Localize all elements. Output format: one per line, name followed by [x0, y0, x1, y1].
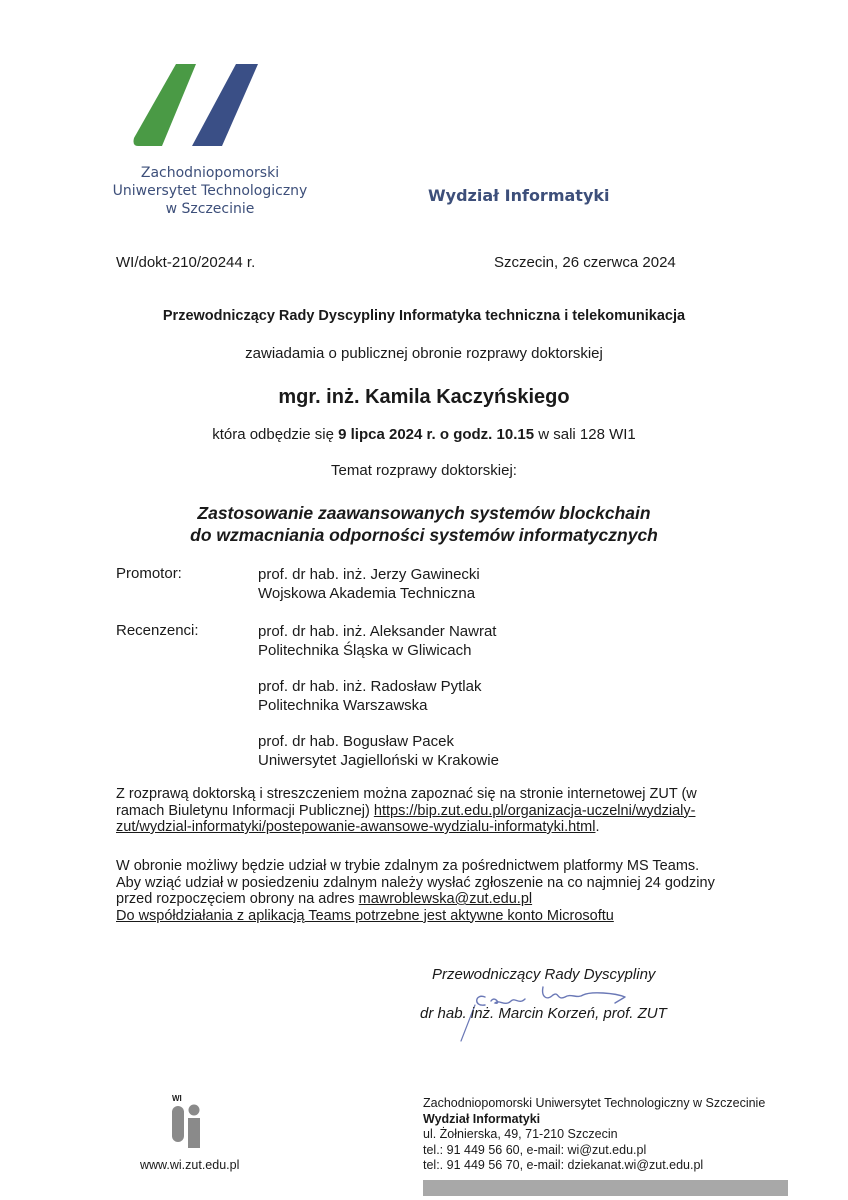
dissertation-access-info — [116, 786, 746, 836]
reviewer — [258, 677, 481, 715]
university-name-line: Uniwersytet Technologiczny — [112, 183, 308, 199]
faculty-website[interactable]: www.wi.zut.edu.pl — [140, 1158, 240, 1172]
reviewers-label: Recenzenci: — [116, 622, 199, 639]
faculty-name: Wydział Informatyki — [428, 186, 610, 205]
topic-line: do wzmacniania odporności systemów informatycznych — [190, 525, 658, 545]
document-date: Szczecin, 26 czerwca 2024 — [494, 254, 676, 271]
footer-line: Wydział Informatyki — [423, 1111, 541, 1126]
topic-label: Temat rozprawy doktorskiej: — [331, 462, 517, 479]
signature-title: Przewodniczący Rady Dyscypliny — [432, 966, 656, 983]
university-name — [60, 164, 360, 218]
candidate-name: mgr. inż. Kamila Kaczyńskiego — [278, 386, 570, 408]
university-logo — [130, 60, 260, 150]
university-name-line: Zachodniopomorski — [140, 165, 280, 181]
wi-logo — [172, 1104, 206, 1150]
person-affiliation: Politechnika Śląska w Gliwicach — [258, 642, 472, 659]
reference-number: WI/dokt-210/20244 r. — [116, 254, 256, 271]
paragraph-line: Do współdziałania z aplikacją Teams potrzebne jest aktywne konto Microsoftu — [116, 907, 614, 924]
person-name: prof. dr hab. inż. Radosław Pytlak — [258, 678, 482, 695]
reviewer — [258, 732, 499, 770]
footer-line: Zachodniopomorski Uniwersytet Technologiczny w Szczecinie — [423, 1096, 766, 1110]
footer-divider-bar — [423, 1180, 788, 1196]
notification-text: zawiadamia o publicznej obronie rozprawy doktorskiej — [245, 345, 603, 362]
paragraph-line — [116, 891, 746, 908]
defense-date-pre: która odbędzie się — [212, 426, 339, 443]
footer-line: tel.: 91 449 56 60, e-mail: wi@zut.edu.pl — [423, 1142, 647, 1157]
person-affiliation: Politechnika Warszawska — [258, 697, 428, 714]
email-link[interactable]: mawroblewska@zut.edu.pl — [358, 891, 533, 907]
person-affiliation: Wojskowa Akademia Techniczna — [258, 585, 476, 602]
university-name-line: w Szczecinie — [165, 201, 255, 217]
paragraph-line: Z rozprawą doktorską i streszczeniem można zapoznać się na stronie internetowej ZUT (w — [116, 786, 697, 802]
bip-link[interactable]: https://bip.zut.edu.pl/organizacja-uczelni/wydzialy- — [373, 802, 696, 819]
footer-line: tel:. 91 449 56 70, e-mail: dziekanat.wi@zut.edu.pl — [423, 1158, 704, 1172]
paragraph-end: . — [595, 819, 600, 835]
paragraph-text: przed rozpoczęciem obrony na adres — [116, 891, 359, 907]
promotor-label: Promotor: — [116, 565, 182, 582]
person-name: prof. dr hab. inż. Jerzy Gawinecki — [258, 566, 480, 583]
defense-date-time: 9 lipca 2024 r. o godz. 10.15 — [338, 426, 535, 443]
person-affiliation: Uniwersytet Jagielloński w Krakowie — [258, 752, 499, 769]
promotor — [258, 565, 480, 603]
signatory-name: dr hab. inż. Marcin Korzeń, prof. ZUT — [420, 1005, 667, 1022]
paragraph-line: W obronie możliwy będzie udział w trybie zdalnym za pośrednictwem platformy MS Teams. — [116, 858, 700, 874]
remote-participation-info — [116, 858, 746, 924]
chair-heading: Przewodniczący Rady Dyscypliny Informatyka techniczna i telekomunikacja — [162, 308, 686, 324]
paragraph-text: ramach Biuletynu Informacji Publicznej) — [116, 802, 374, 819]
footer-address — [423, 1096, 765, 1174]
defense-date — [0, 426, 848, 443]
bip-link-continued[interactable]: zut/wydzial-informatyki/postepowanie-awansowe-wydzialu-informatyki.html — [116, 819, 596, 835]
wi-logo-text: WI — [172, 1094, 182, 1103]
person-name: prof. dr hab. inż. Aleksander Nawrat — [258, 623, 497, 640]
topic-line: Zastosowanie zaawansowanych systemów blockchain — [197, 503, 651, 523]
paragraph-line — [116, 819, 746, 836]
defense-date-room: w sali 128 WI1 — [534, 426, 636, 443]
dissertation-topic — [0, 502, 848, 546]
reviewer — [258, 622, 496, 660]
person-name: prof. dr hab. Bogusław Pacek — [258, 733, 454, 750]
paragraph-line — [116, 803, 746, 820]
footer-line: ul. Żołnierska, 49, 71-210 Szczecin — [423, 1127, 618, 1141]
paragraph-line: Aby wziąć udział w posiedzeniu zdalnym należy wysłać zgłoszenie na co najmniej 24 godziny — [116, 874, 715, 891]
